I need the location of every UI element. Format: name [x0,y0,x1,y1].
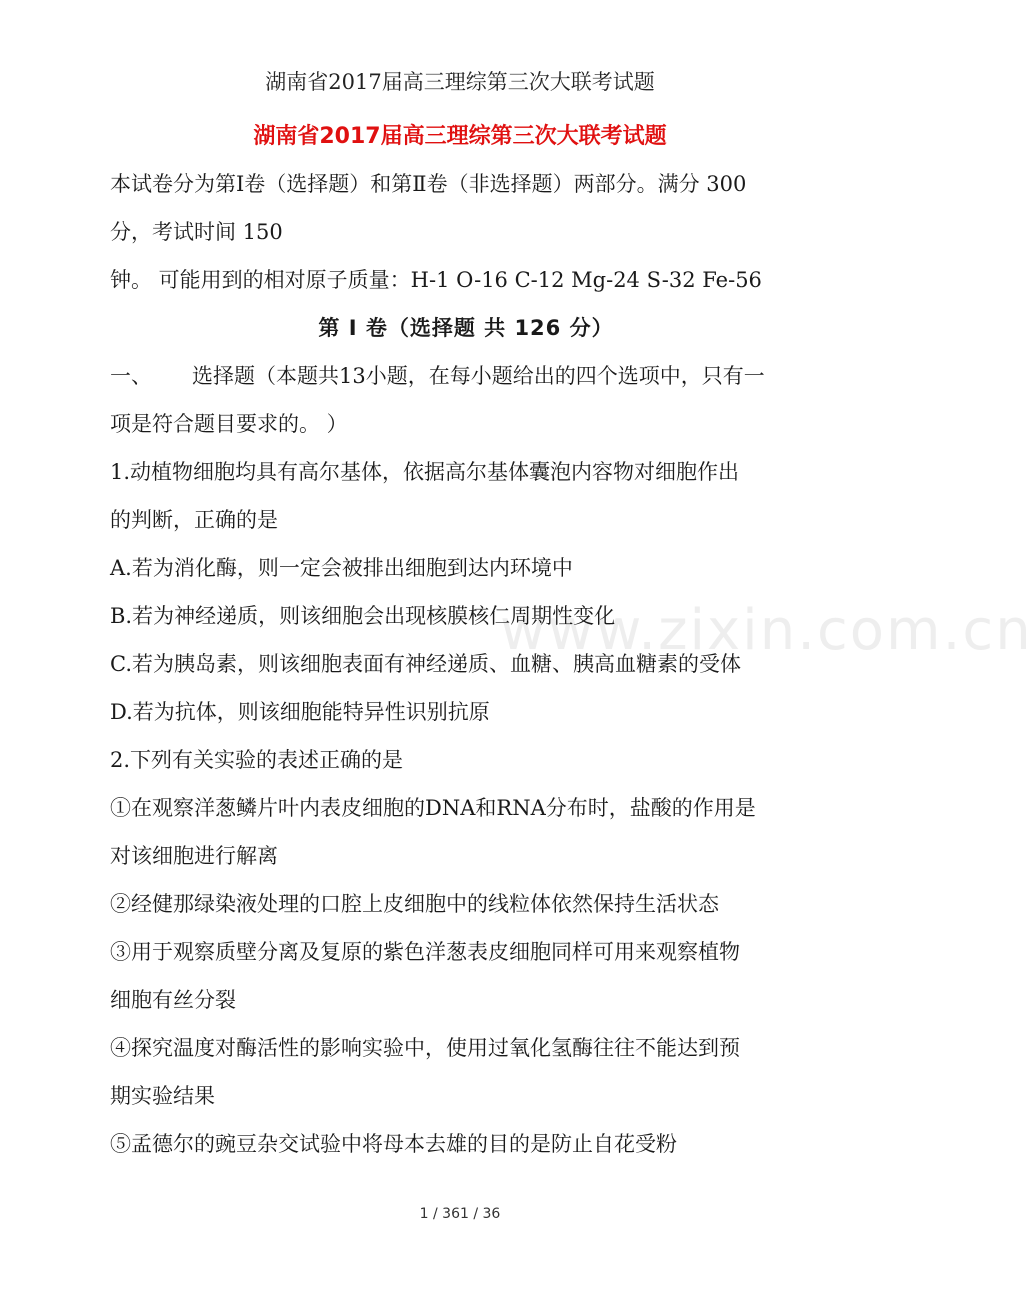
instructions-line-2: 项是符合题目要求的。 ） [110,412,348,436]
question2-item-1-line-1: ①在观察洋葱鳞片叶内表皮细胞的DNA和RNA分布时，盐酸的作用是 [110,796,756,820]
section-title: 第 I 卷（选择题 共 126 分） [318,316,614,340]
question2-item-4-line-1: ④探究温度对酶活性的影响实验中，使用过氧化氢酶往往不能达到预 [110,1036,740,1060]
intro-line-2: 分，考试时间 150 [110,220,283,244]
document-title: 湖南省2017届高三理综第三次大联考试题 [253,124,667,149]
question1-option-b: B.若为神经递质，则该细胞会出现核膜核仁周期性变化 [110,604,616,628]
intro-line-1: 本试卷分为第Ⅰ卷（选择题）和第Ⅱ卷（非选择题）两部分。满分 300 [110,172,747,196]
question2-item-3-line-2: 细胞有丝分裂 [110,988,236,1012]
question1-stem-line-1: 1.动植物细胞均具有高尔基体，依据高尔基体囊泡内容物对细胞作出 [110,460,740,484]
page-number: 1 / 361 / 36 [419,1206,501,1222]
instructions-number: 一、 [110,364,152,388]
page-header-title: 湖南省2017届高三理综第三次大联考试题 [265,70,655,94]
question2-item-4-line-2: 期实验结果 [110,1084,215,1108]
watermark: www.zixin.com.cn [500,598,1033,663]
question2-item-5: ⑤孟德尔的豌豆杂交试验中将母本去雄的目的是防止自花受粉 [110,1132,677,1156]
question2-item-3-line-1: ③用于观察质壁分离及复原的紫色洋葱表皮细胞同样可用来观察植物 [110,940,740,964]
question1-option-c: C.若为胰岛素，则该细胞表面有神经递质、血糖、胰高血糖素的受体 [110,652,741,676]
document-body [110,160,822,1168]
question2-item-1-line-2: 对该细胞进行解离 [110,844,278,868]
question2-item-2: ②经健那绿染液处理的口腔上皮细胞中的线粒体依然保持生活状态 [110,892,719,916]
question1-stem-line-2: 的判断，正确的是 [110,508,278,532]
instructions-line-1 [110,352,822,400]
question2-stem: 2.下列有关实验的表述正确的是 [110,748,404,772]
question1-option-a: A.若为消化酶，则一定会被排出细胞到达内环境中 [110,556,573,580]
instructions-text: 选择题（本题共13小题，在每小题给出的四个选项中，只有一 [192,364,765,388]
question1-option-d: D.若为抗体，则该细胞能特异性识别抗原 [110,700,490,724]
intro-line-3: 钟。 可能用到的相对原子质量：H-1 O-16 C-12 Mg-24 S-32 Fe-56 [110,268,762,292]
